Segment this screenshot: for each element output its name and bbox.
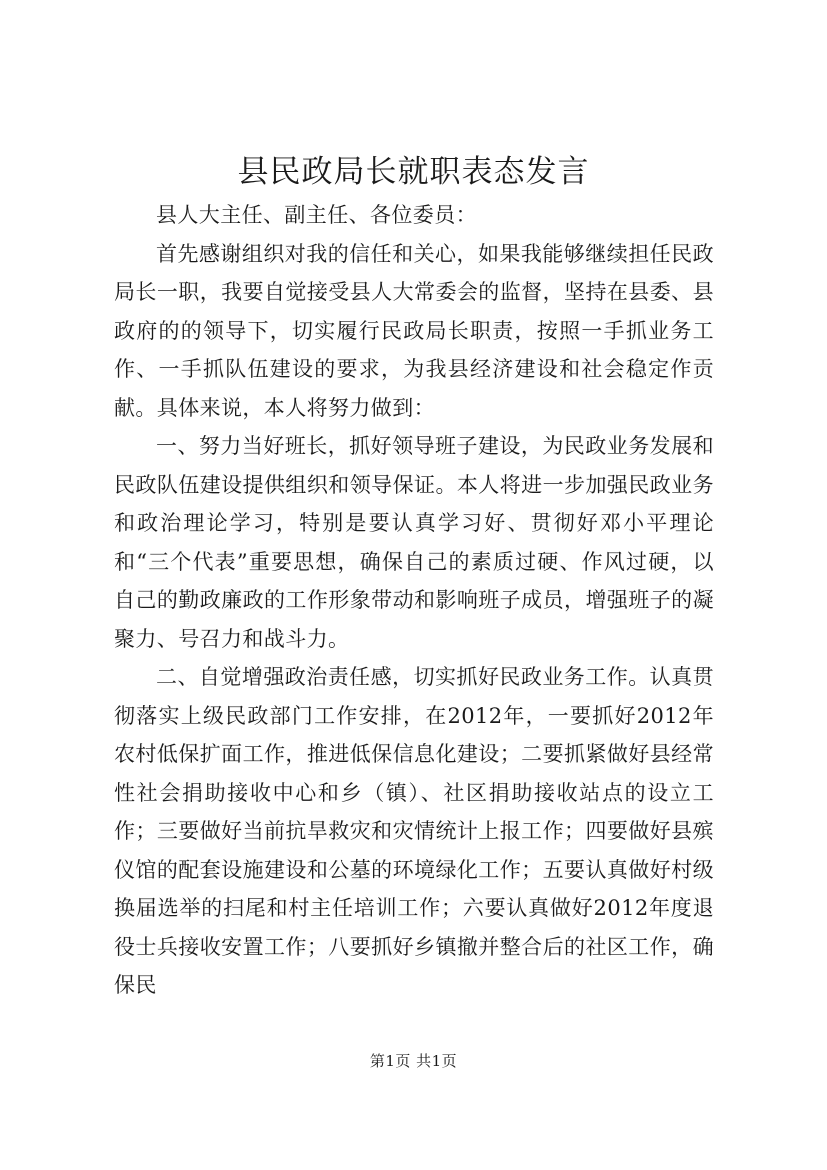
document-body [114, 196, 714, 1005]
paragraph-intro: 首先感谢组织对我的信任和关心，如果我能够继续担任民政局长一职，我要自觉接受县人大常委会的监督，坚持在县委、县政府的的领导下，切实履行民政局长职责，按照一手抓业务工作、一手抓队伍建设的要求，为我县经济建设和社会稳定作贡献。具体来说，本人将努力做到： [114, 241, 714, 420]
paragraph-point-one: 一、努力当好班长，抓好领导班子建设，为民政业务发展和民政队伍建设提供组织和领导保证。本人将进一步加强民政业务和政治理论学习，特别是要认真学习好、贯彻好邓小平理论和“三个代表”重要思想，确保自己的素质过硬、作风过硬，以自己的勤政廉政的工作形象带动和影响班子成员，增强班子的凝聚力、号召力和战斗力。 [114, 434, 714, 651]
greeting-line: 县人大主任、副主任、各位委员： [156, 203, 477, 227]
document-title: 县民政局长就职表态发言 [237, 154, 590, 190]
paragraph-point-two: 二、自觉增强政治责任感，切实抓好民政业务工作。认真贯彻落实上级民政部门工作安排，在2012年，一要抓好2012年农村低保扩面工作，推进低保信息化建设；二要抓紧做好县经常性社会捐助接收中心和乡（镇）、社区捐助接收站点的设立工作；三要做好当前抗旱救灾和灾情统计上报工作；四要做好县殡仪馆的配套设施建设和公墓的环境绿化工作；五要认真做好村级换届选举的扫尾和村主任培训工作；六要认真做好2012年度退役士兵接收安置工作；八要抓好乡镇撤并整合后的社区工作，确保民 [114, 665, 714, 997]
page-number-footer: 第1页 共1页 [369, 1052, 458, 1070]
